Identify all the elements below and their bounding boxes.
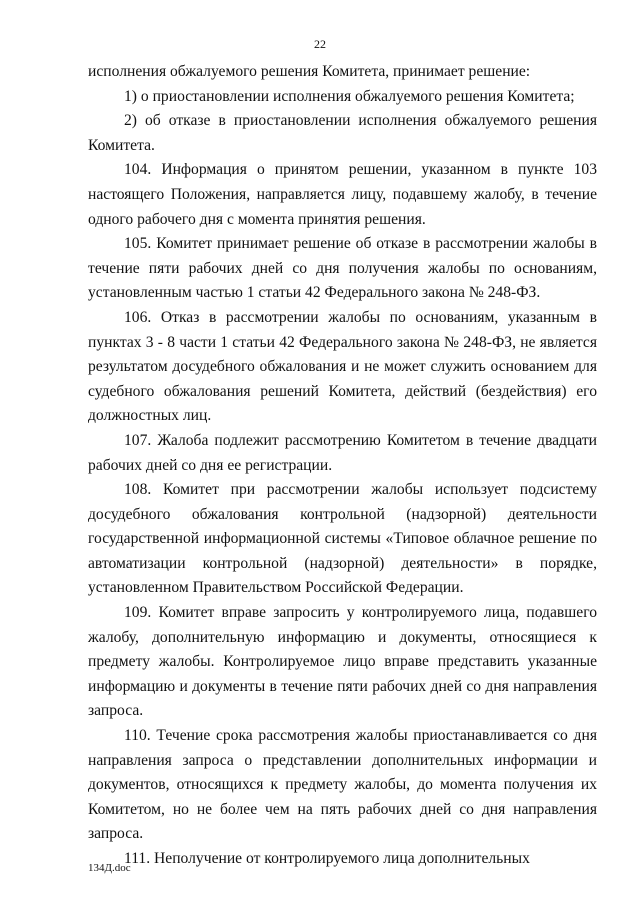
paragraph: 109. Комитет вправе запросить у контролируемого лица, подавшего жалобу, дополнительную информацию и документы, относящиеся к предмету жалобы. Контролируемое лицо вправе представить указанные информацию и документы в течение пяти рабочих дней со дня направления запроса. <box>88 604 597 720</box>
paragraph: 2) об отказе в приостановлении исполнения обжалуемого решения Комитета. <box>88 112 597 154</box>
paragraph: исполнения обжалуемого решения Комитета, принимает решение: <box>88 63 531 80</box>
page-number: 22 <box>314 37 326 51</box>
paragraph: 106. Отказ в рассмотрении жалобы по основаниям, указанным в пунктах 3 - 8 части 1 статьи 42 Федерального закона № 248-ФЗ, не является результатом досудебного обжалования и не может служить основанием для судебного обжалования решений Комитета, действий (бездействия) его должностных лиц. <box>88 308 597 425</box>
paragraph: 110. Течение срока рассмотрения жалобы приостанавливается со дня направления запроса о представлении дополнительных информации и документов, относящихся к предмету жалобы, до момента получения их Комитетом, но не более чем на пять рабочих дней со дня направления запроса. <box>88 727 597 843</box>
paragraph: 108. Комитет при рассмотрении жалобы использует подсистему досудебного обжалования контрольной (надзорной) деятельности государственной информационной системы «Типовое облачное решение по автоматизации контрольной (надзорной) деятельности» в порядке, установленном Правительством Российской Федерации. <box>88 481 597 597</box>
paragraph: 104. Информация о принятом решении, указанном в пункте 103 настоящего Положения, направляется лицу, подавшему жалобу, в течение одного рабочего дня с момента принятия решения. <box>88 161 597 228</box>
body-text <box>88 60 597 872</box>
paragraph: 107. Жалоба подлежит рассмотрению Комитетом в течение двадцати рабочих дней со дня ее регистрации. <box>88 431 597 474</box>
footer-filename: 134Д.doc <box>88 862 131 874</box>
paragraph: 105. Комитет принимает решение об отказе в рассмотрении жалобы в течение пяти рабочих дней со дня получения жалобы по основаниям, установленным частью 1 статьи 42 Федерального закона № 248-ФЗ. <box>88 235 597 302</box>
paragraph: 1) о приостановлении исполнения обжалуемого решения Комитета; <box>124 87 575 105</box>
paragraph: 111. Неполучение от контролируемого лица дополнительных <box>124 850 530 867</box>
